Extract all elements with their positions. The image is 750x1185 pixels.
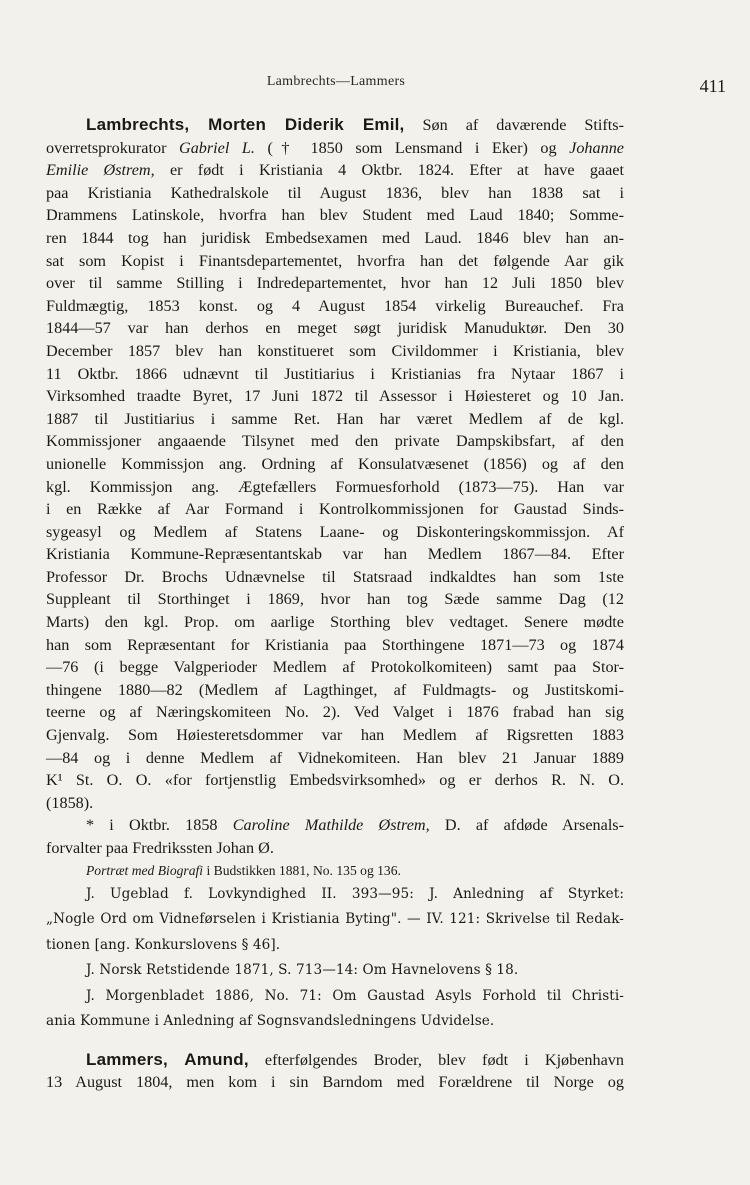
person-name: Johanne [569,138,624,157]
text-line: over til samme Stilling i Indredepartementet, hvor han 12 Juli 1850 blev [46,274,624,293]
portrait-note: Portræt med Biografi i Budstikken 1881, No. 135 og 136. [86,862,401,878]
reference-line: J. Morgenbladet 1886, No. 71: Om Gaustad Asyls Forhold til Christi- [86,987,624,1004]
text-line: Gjenvalg. Som Høiesteretsdommer var han Medlem af Rigsretten 1883 [46,726,624,745]
text-line: 1844—57 var han derhos en meget søgt juridisk Manuduktør. Den 30 [46,319,624,338]
text-line: Fuldmægtig, 1853 konst. og 4 August 1854 virkelig Bureauchef. Fra [46,296,624,315]
text-line: —76 (i begge Valgperioder Medlem af Protokolkomiteen) samt paa Stor- [46,658,624,677]
text-line: 1887 til Justitiarius i samme Ret. Han har været Medlem af de kgl. [46,409,624,428]
text-line: ren 1844 tog han juridisk Embedsexamen med Laud. 1846 blev han an- [46,228,624,247]
reference-line: tionen [ang. Konkurslovens § 46]. [46,936,281,953]
text-line: teerne og af Næringskomiteen No. 2). Ved Valget i 1876 frabad han sig [46,703,624,722]
portrait-label: Portræt med Biografi [86,862,204,878]
references [46,882,624,1035]
page-header [46,74,726,98]
page-body [46,114,624,1094]
text-line: unionelle Kommissjon ang. Ordning af Konsulatvæsenet (1856) og af den [46,454,624,473]
entry-separator [46,1035,624,1049]
text-line: K¹ St. O. O. «for fortjenstlig Embedsvirksomhed» og er derhos R. N. O. [46,771,624,790]
text-line: December 1857 blev han konstitueret som Civildommer i Kristiania, blev [46,341,624,360]
reference-line: ania Kommune i Anledning af Sognsvandsledningens Udvidelse. [46,1013,495,1030]
text-line: paa Kristiania Kathedralskole til August 1836, blev han 1838 sat i [46,183,624,202]
text-line: Marts) den kgl. Prop. om aarlige Storthing blev vedtaget. Senere mødte [46,613,624,632]
text-line: Suppleant til Storthinget i 1869, hvor han tog Sæde samme Dag (12 [46,590,624,609]
text-line: Virksomhed traadte Byret, 17 Juni 1872 til Assessor i Høiesteret og 10 Jan. [46,387,624,406]
entry-name: Lambrechts, Morten Diderik Emil, [86,115,405,134]
text-line: sat som Kopist i Finantsdepartementet, hvorfra han det følgende Aar gik [46,251,624,270]
text-line: thingene 1880—82 (Medlem af Lagthinget, af Fuldmagts- og Justitskomi- [46,680,624,699]
text-line: overretsprokurator Gabriel L. († 1850 som Lensmand i Eker) og Johanne [46,138,624,157]
entry-name: Lammers, Amund, [86,1049,249,1069]
page-number: 411 [699,76,726,96]
biography-entry [46,114,624,1035]
entry-first-line: Lambrechts, Morten Diderik Emil, Søn af daværende Stifts- [86,115,624,134]
text-line: —84 og i denne Medlem af Vidnekomiteen. Han blev 21 Januar 1889 [46,748,624,767]
text-line: 13 August 1804, men kom i sin Barndom med Forældrene til Norge og [46,1073,624,1092]
text-line: Professor Dr. Brochs Udnævnelse til Statsraad indkaldtes han som 1ste [46,567,624,586]
text-line: 11 Oktbr. 1866 udnævnt til Justitiarius i Kristianias fra Nytaar 1867 i [46,364,624,383]
text-line: Drammens Latinskole, hvorfra han blev Student med Laud 1840; Somme- [46,206,624,225]
text-line: (1858). [46,793,94,812]
reference-line: J. Norsk Retstidende 1871, S. 713—14: Om Havnelovens § 18. [86,962,519,979]
text-line: han som Repræsentant for Kristiania paa Storthingene 1871—73 og 1874 [46,635,624,654]
text-line: Kristiania Kommune-Repræsentantskab var han Medlem 1867—84. Efter [46,545,624,564]
text-line: kgl. Kommissjon ang. Ægtefællers Formuesforhold (1873—75). Han var [46,477,624,496]
text-line: sygeasyl og Medlem af Statens Laane- og Diskonteringskommissjon. Af [46,522,624,541]
text-line: i en Række af Aar Formand i Kontrolkommissjonen for Gaustad Sinds- [46,500,624,519]
entry-first-line: Lammers, Amund, efterfølgendes Broder, blev født i Kjøbenhavn [86,1049,624,1069]
person-name: Emilie Østrem, [46,161,155,180]
text-line: Kommissjoner angaaende Tilsynet med den private Dampskibsfart, af den [46,432,624,451]
person-name: Gabriel L. [179,138,255,157]
biography-entry [46,1049,624,1094]
marriage-line-2: forvalter paa Fredrikssten Johan Ø. [46,839,274,857]
text-line: Emilie Østrem, er født i Kristiania 4 Oktbr. 1824. Efter at have gaaet [46,161,624,180]
reference-line: J. Ugeblad f. Lovkyndighed II. 393—95: J. Anledning af Styrket: [86,885,624,902]
reference-line: „Nogle Ord om Vidneførselen i Kristiania Byting". — IV. 121: Skrivelse til Redak- [46,911,624,928]
marriage-line: * i Oktbr. 1858 Caroline Mathilde Østrem, D. af afdøde Arsenals- [86,816,625,835]
running-head: Lambrechts—Lammers [266,74,406,89]
spouse-name: Caroline Mathilde Østrem, [232,816,430,835]
